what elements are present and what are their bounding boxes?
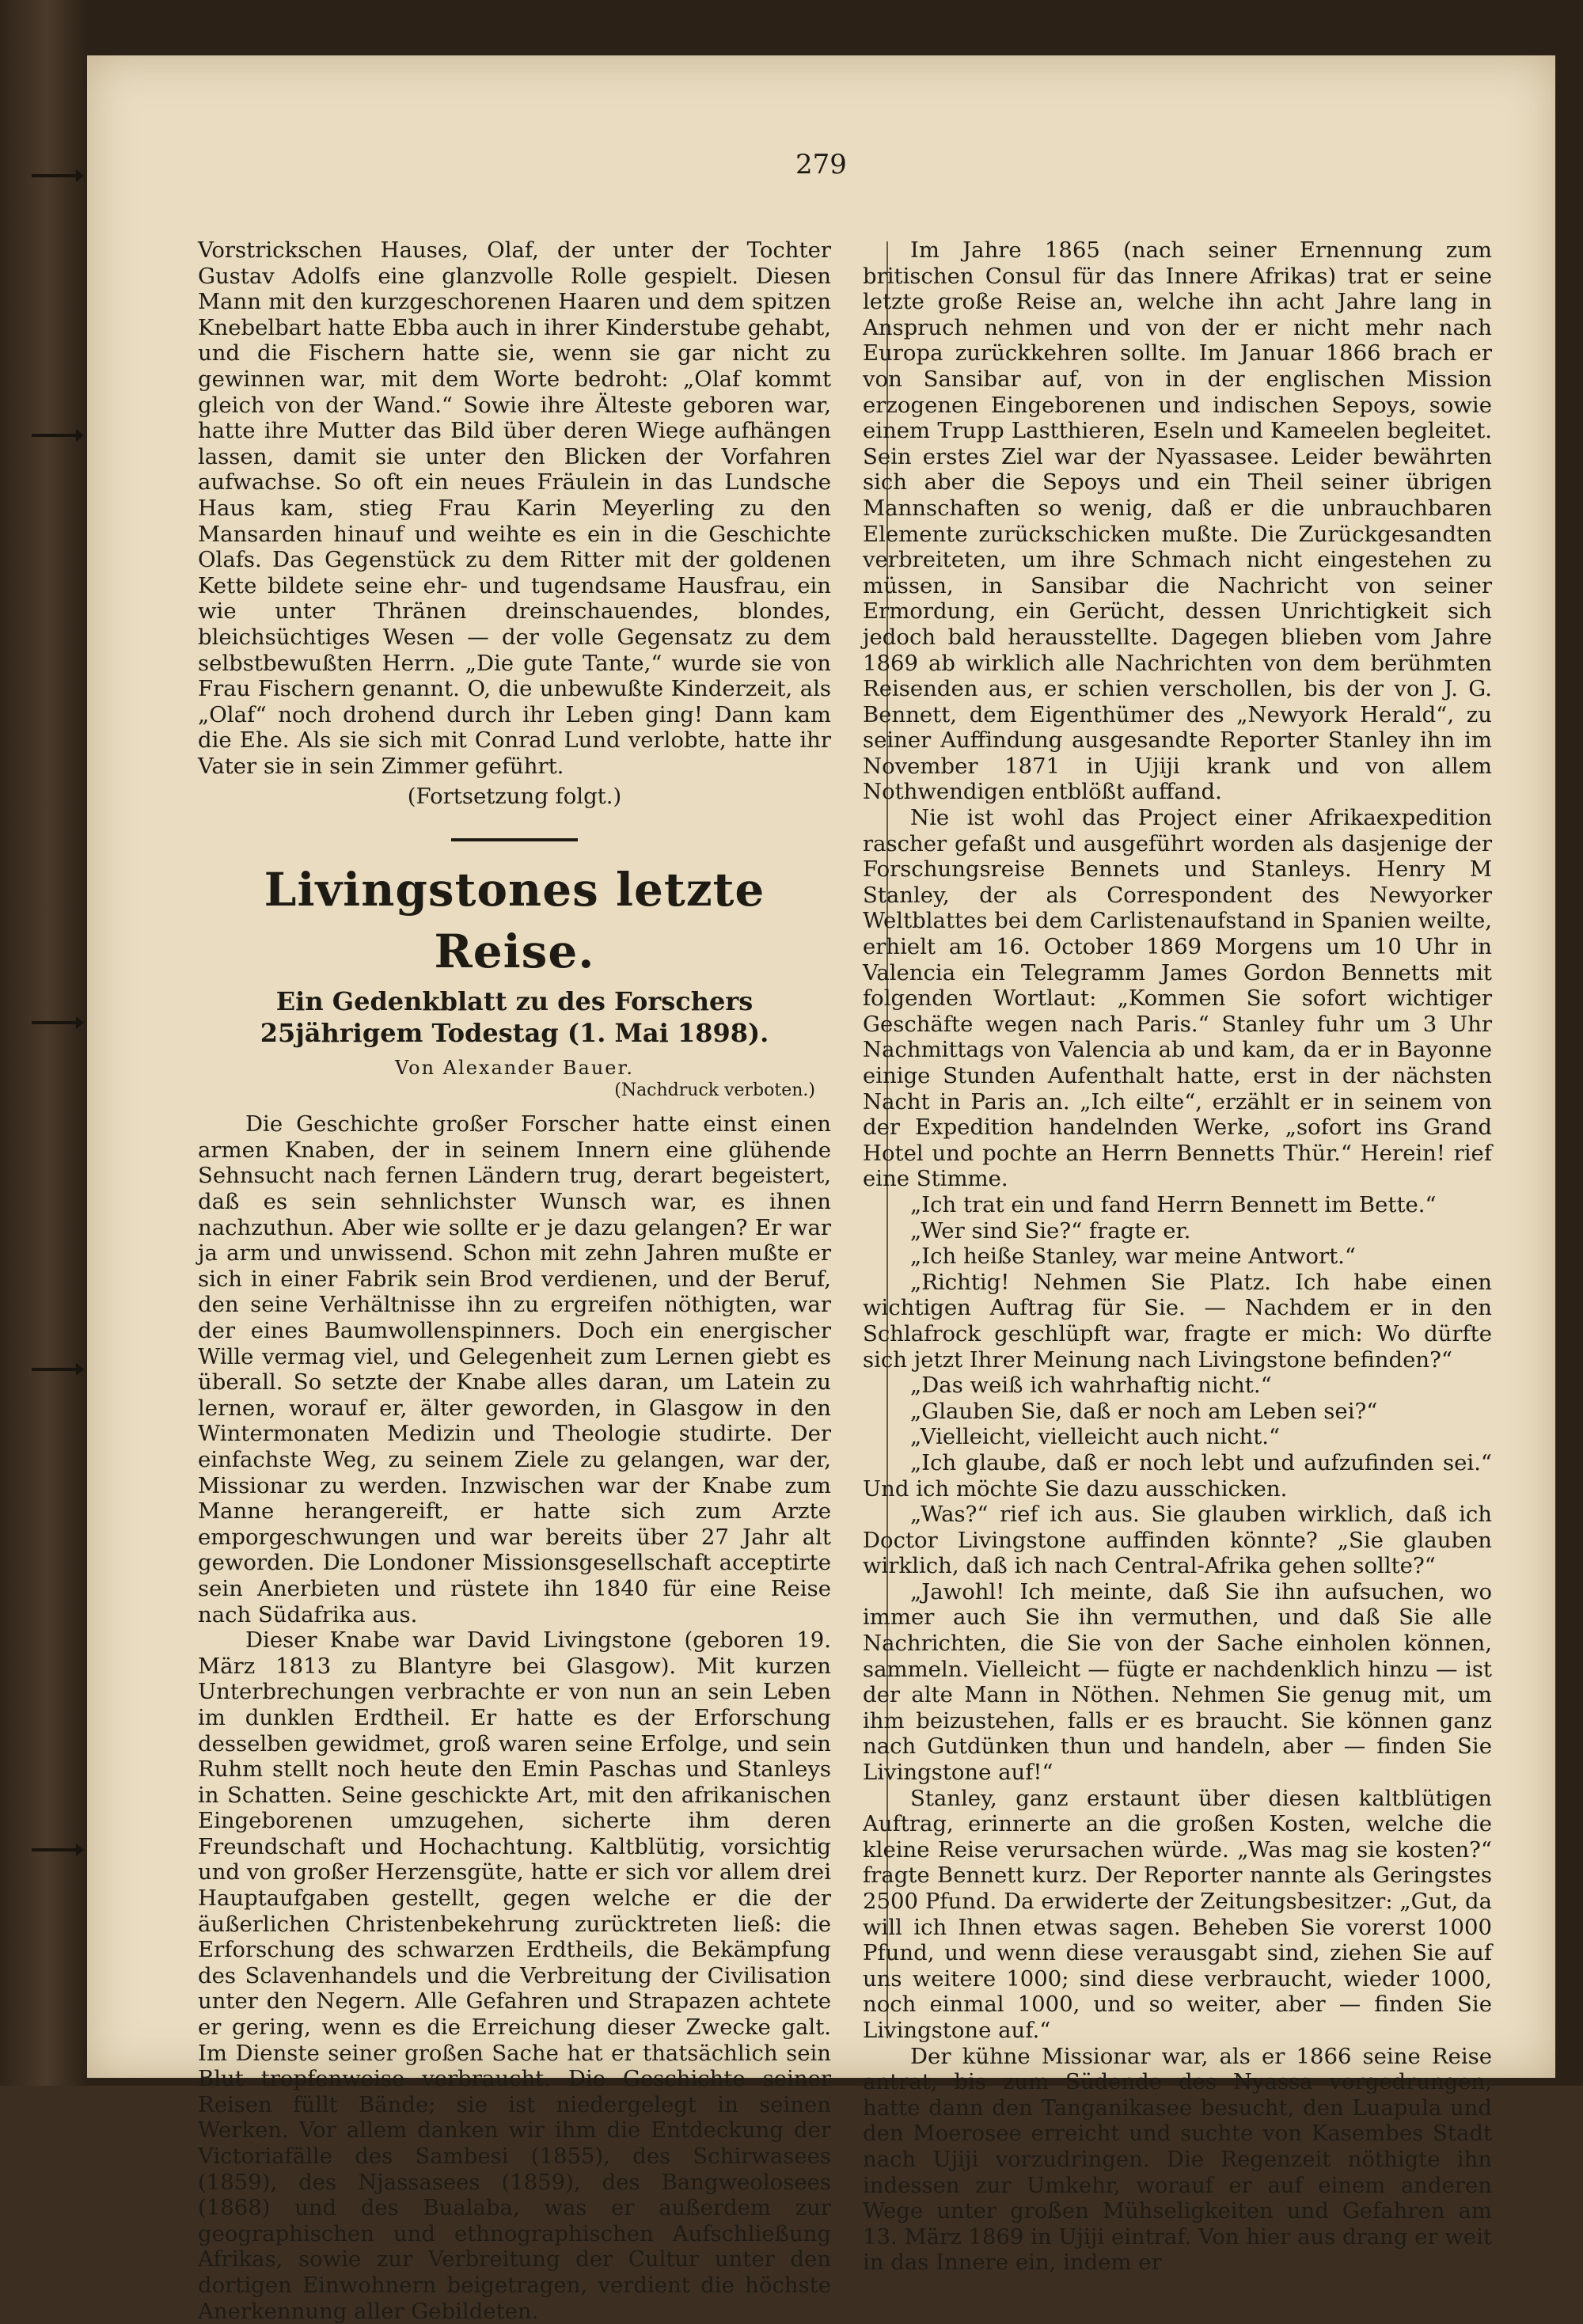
article-headline: Livingstones letzte Reise. <box>264 863 765 979</box>
binding-stub <box>32 434 79 437</box>
article-divider <box>451 838 578 841</box>
left-paragraph-2: Die Geschichte großer Forscher hatte einst einen armen Knaben, der in seinem Innern eine glühende Sehnsucht nach fernen Ländern trug, derart begeistert, daß es sein sehnlichster Wunsch war, es ihnen nachzuthun. Aber wie sollte er je dazu gelangen? Er war ja arm und unwissend. Schon mit zehn Jahren mußte er sich in einer Fabrik sein Brod verdienen, und der Beruf, den seine Verhältnisse ihn zu ergreifen nöthigten, war der eines Baumwollenspinners. Doch ein energischer Wille vermag viel, und Gelegenheit zum Lernen giebt es überall. So setzte der Knabe alles daran, um Latein zu lernen, worauf er, älter geworden, in Glasgow in den Wintermonaten Medizin und Theologie studirte. Der einfachste Weg, zu seinem Ziele zu gelangen, war der, Missionar zu werden. Inzwischen war der Knabe zum Manne herangereift, er hatte sich zum Arzte emporgeschwungen und war bereits über 27 Jahr alt geworden. Die Londoner Missionsgesellschaft acceptirte sein Anerbieten und rüstete ihn 1840 für eine Reise nach Südafrika aus. <box>198 1111 831 1627</box>
article-byline: Von Alexander Bauer. <box>395 1057 634 1080</box>
right-paragraph-9: „Vielleicht, vielleicht auch nicht.“ <box>910 1424 1281 1450</box>
right-paragraph-4: „Wer sind Sie?“ fragte er. <box>910 1217 1191 1244</box>
left-column <box>198 237 831 2324</box>
left-paragraph-3: Dieser Knabe war David Livingstone (geboren 19. März 1813 zu Blantyre bei Glasgow). Mit kurzen Unterbrechungen verbrachte er von nun an sein Leben im dunklen Erdtheil. Er hatte es der Erforschung desselben gewidmet, groß waren seine Erfolge, und sein Ruhm stellt noch heute den Emin Paschas und Stanleys in Schatten. Seine geschickte Art, mit den afrikanischen Eingeborenen umzugehen, sicherte ihm deren Freundschaft und Hochachtung. Kaltblütig, vorsichtig und von großer Herzensgüte, hatte er sich vor allem drei Hauptaufgaben gestellt, gegen welche er die der äußerlichen Christenbekehrung zurücktreten ließ: die Erforschung des schwarzen Erdtheils, die Bekämpfung des Sclavenhandels und die Verbreitung der Civilisation unter den Negern. Alle Gefahren und Strapazen achtete er gering, wenn es die Erreichung dieser Zwecke galt. Im Dienste seiner großen Sache hat er thatsächlich sein Blut tropfenweise verbraucht. Die Geschichte seiner Reisen füllt Bände; sie ist niedergelegt in seinen Werken. Vor allem danken wir ihm die Entdeckung der Victoriafälle des Sambesi (1855), des Schirwasees (1859), des Njassasees (1859), des Bangweolosees (1868) und des Bualaba, was er außerdem zur geographischen und ethnographischen Aufschließung Afrikas, sowie zur Verbreitung der Cultur unter den dortigen Einwohnern beigetragen, verdient die höchste Anerkennung aller Gebildeten. <box>198 1627 831 2324</box>
right-paragraph-6: „Richtig! Nehmen Sie Platz. Ich habe einen wichtigen Auftrag für Sie. — Nachdem er in den Schlafrock geschlüpft war, fragte er mich: Wo dürfte sich jetzt Ihrer Meinung nach Livingstone befinden?“ <box>863 1269 1492 1373</box>
binding-stub <box>32 174 79 177</box>
binding-stub <box>32 1021 79 1024</box>
binding-stub <box>32 1848 79 1851</box>
right-paragraph-2: Nie ist wohl das Project einer Afrikaexpedition rascher gefaßt und ausgeführt worden als dasjenige der Forschungsreise Bennets und Stanleys. Henry M Stanley, der als Correspondent des Newyorker Weltblattes bei dem Carlistenaufstand in Spanien weilte, erhielt am 16. October 1869 Morgens um 10 Uhr in Valencia ein Telegramm James Gordon Bennetts mit folgenden Wortlaut: „Kommen Sie sofort wichtiger Geschäfte wegen nach Paris.“ Stanley fuhr um 3 Uhr Nachmittags von Valencia ab und kam, da er in Bayonne einige Stunden Aufenthalt hatte, erst in der nächsten Nacht in Paris an. „Ich eilte“, erzählt er in seinem von der Expedition handelnden Werke, „sofort ins Grand Hotel und pochte an Herrn Bennetts Thür.“ Herein! rief eine Stimme. <box>863 805 1492 1192</box>
binding-stub <box>32 1368 79 1371</box>
right-paragraph-12: „Jawohl! Ich meinte, daß Sie ihn aufsuchen, wo immer auch Sie ihn vermuthen, und daß Sie alle Nachrichten, die Sie von der Sache einholen können, sammeln. Vielleicht — fügte er nachdenklich hinzu — ist der alte Mann in Nöthen. Nehmen Sie genug mit, um ihm beizustehen, falls er es braucht. Sie können ganz nach Gutdünken thun und handeln, aber — finden Sie Livingstone auf!“ <box>863 1578 1492 1786</box>
right-paragraph-8: „Glauben Sie, daß er noch am Leben sei?“ <box>910 1398 1378 1424</box>
right-paragraph-10: „Ich glaube, daß er noch lebt und aufzufinden sei.“ Und ich möchte Sie dazu ausschicken. <box>863 1449 1492 1502</box>
page <box>87 55 1555 2324</box>
right-paragraph-5: „Ich heiße Stanley, war meine Antwort.“ <box>910 1244 1356 1270</box>
right-paragraph-14: Der kühne Missionar war, als er 1866 seine Reise antrat, bis zum Südende des Nyassa vorgedrungen, hatte dann den Tanganikasee besucht, den Luapula und den Moerosee erreicht und suchte von Kasembes Stadt nach Ujiji vorzudringen. Die Regenzeit nöthigte ihn indessen zur Umkehr, worauf er auf einem anderen Wege unter großen Mühseligkeiten und Gefahren am 13. März 1869 in Ujiji eintraf. Von hier aus drang er weit in das Innere ein, indem er <box>863 2043 1492 2276</box>
left-paragraph-1: Vorstrickschen Hauses, Olaf, der unter der Tochter Gustav Adolfs eine glanzvolle Rolle gespielt. Diesen Mann mit den kurzgeschorenen Haaren und dem spitzen Knebelbart hatte Ebba auch in ihrer Kinderstube gehabt, und die Fischern hatte sie, wenn sie gar nicht zu gewinnen war, mit dem Worte bedroht: „Olaf kommt gleich von der Wand.“ Sowie ihre Älteste geboren war, hatte ihre Mutter das Bild über deren Wiege aufhängen lassen, damit sie unter den Blicken der Vorfahren aufwachse. So oft ein neues Fräulein in das Lundsche Haus kam, stieg Frau Karin Meyerling zu den Mansarden hinauf und weihte es ein in die Geschichte Olafs. Das Gegenstück zu dem Ritter mit der goldenen Kette bildete seine ehr- und tugendsame Hausfrau, ein wie unter Thränen dreinschauendes, blondes, bleichsüchtiges Wesen — der volle Gegensatz zu dem selbstbewußten Herrn. „Die gute Tante,“ wurde sie von Frau Fischern genannt. O, die unbewußte Kinderzeit, als „Olaf“ noch drohend durch ihr Leben ging! Dann kam die Ehe. Als sie sich mit Conrad Lund verlobte, hatte ihr Vater sie in sein Zimmer geführt. <box>198 237 831 779</box>
right-paragraph-3: „Ich trat ein und fand Herrn Bennett im Bette.“ <box>910 1191 1437 1217</box>
right-column <box>863 237 1492 2276</box>
page-number: 279 <box>795 149 847 180</box>
right-paragraph-13: Stanley, ganz erstaunt über diesen kaltblütigen Auftrag, erinnerte an die großen Kosten, welche die kleine Reise verursachen würde. „Was mag sie kosten?“ fragte Bennett kurz. Der Reporter nannte als Geringstes 2500 Pfund. Da erwiderte der Zeitungsbesitzer: „Gut, da will ich Ihnen etwas sagen. Beheben Sie vorerst 1000 Pfund, und wenn diese verausgabt sind, ziehen Sie auf uns weitere 1000; sind diese verbraucht, wieder 1000, noch einmal 1000, und so weiter, aber — finden Sie Livingstone auf.“ <box>863 1785 1492 2043</box>
continuation-note: (Fortsetzung folgt.) <box>407 784 622 810</box>
reprint-notice: (Nachdruck verboten.) <box>614 1080 815 1100</box>
article-subheadline: Ein Gedenkblatt zu des Forschers 25jährigem Todestag (1. Mai 1898). <box>260 986 769 1049</box>
right-paragraph-11: „Was?“ rief ich aus. Sie glauben wirklich, daß ich Doctor Livingstone auffinden könnte? „Sie glauben wirklich, daß ich nach Central-Afrika gehen sollte?“ <box>863 1502 1492 1579</box>
right-paragraph-7: „Das weiß ich wahrhaftig nicht.“ <box>910 1373 1272 1399</box>
right-paragraph-1: Im Jahre 1865 (nach seiner Ernennung zum britischen Consul für das Innere Afrikas) trat er seine letzte große Reise an, welche ihn acht Jahre lang in Anspruch nehmen und von der er nicht mehr nach Europa zurückkehren sollte. Im Januar 1866 brach er von Sansibar auf, von in der englischen Mission erzogenen Eingeborenen und indischen Sepoys, sowie einem Trupp Lastthieren, Eseln und Kameelen begleitet. Sein erstes Ziel war der Nyassasee. Leider bewährten sich aber die Sepoys und ein Theil seiner übrigen Mannschaften so wenig, daß er die unbrauchbaren Elemente zurückschicken mußte. Die Zurückgesandten verbreiteten, um ihre Schmach nicht eingestehen zu müssen, in Sansibar die Nachricht von seiner Ermordung, ein Gerücht, dessen Unrichtigkeit sich jedoch bald herausstellte. Dagegen blieben vom Jahre 1869 ab wirklich alle Nachrichten von dem berühmten Reisenden aus, er schien verschollen, bis der von J. G. Bennett, dem Eigenthümer des „Newyork Herald“, zu seiner Auffindung ausgesandte Reporter Stanley ihn im November 1871 in Ujiji krank und von allem Nothwendigen entblößt auffand. <box>863 237 1492 805</box>
